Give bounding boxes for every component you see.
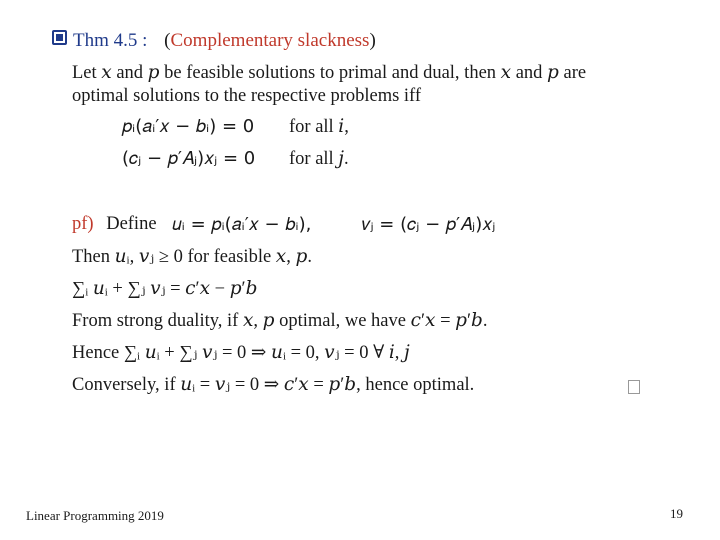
definition-u: 𝑢ᵢ = 𝑝ᵢ(𝑎ᵢ′𝑥 − 𝑏ᵢ), — [172, 214, 312, 235]
theorem-title: Complementary slackness — [170, 30, 370, 51]
page-number: 19 — [670, 506, 683, 521]
condition-2-tail: for all 𝑗. — [289, 149, 349, 169]
checkbox-bullet-icon — [52, 30, 67, 45]
footer-course: Linear Programming 2019 — [26, 508, 164, 523]
definition-v: 𝑣ⱼ = (𝑐ⱼ − 𝑝′𝐴ⱼ)𝑥ⱼ — [362, 214, 496, 235]
theorem-label: Thm 4.5 : — [73, 30, 148, 51]
placeholder-box-icon — [628, 380, 640, 394]
proof-strong-duality-line: From strong duality, if 𝑥, 𝑝 optimal, we have 𝑐′𝑥 = 𝑝′𝑏. — [72, 311, 488, 331]
theorem-line-2: optimal solutions to the respective problems iff — [72, 86, 422, 106]
theorem-title-close: ) — [369, 30, 376, 51]
theorem-line-1: Let 𝑥 and 𝑝 be feasible solutions to primal and dual, then 𝑥 and 𝑝 are — [72, 63, 587, 83]
proof-then-line: Then 𝑢ᵢ, 𝑣ⱼ ≥ 0 for feasible 𝑥, 𝑝. — [72, 247, 312, 267]
condition-1-formula: 𝑝ᵢ(𝑎ᵢ′𝑥 − 𝑏ᵢ) = 0 — [122, 116, 255, 137]
proof-sum-line: ∑ᵢ 𝑢ᵢ + ∑ⱼ 𝑣ⱼ = 𝑐′𝑥 − 𝑝′𝑏 — [72, 279, 258, 299]
proof-define-line — [72, 214, 157, 235]
define-word: Define — [106, 214, 157, 234]
theorem-title-open: ( — [164, 30, 171, 51]
proof-hence-line: Hence ∑ᵢ 𝑢ᵢ + ∑ⱼ 𝑣ⱼ = 0 ⇒ 𝑢ᵢ = 0, 𝑣ⱼ = 0 ∀ 𝑖, 𝑗 — [72, 343, 410, 363]
proof-conversely-line: Conversely, if 𝑢ᵢ = 𝑣ⱼ = 0 ⇒ 𝑐′𝑥 = 𝑝′𝑏, hence optimal. — [72, 375, 475, 395]
condition-2-formula: (𝑐ⱼ − 𝑝′𝐴ⱼ)𝑥ⱼ = 0 — [122, 148, 256, 169]
missing-glyph-box — [628, 380, 640, 399]
condition-1 — [122, 116, 254, 138]
condition-2 — [122, 148, 255, 170]
theorem-heading — [52, 30, 376, 52]
proof-label: pf) — [72, 214, 94, 234]
condition-1-tail: for all 𝑖, — [289, 117, 349, 137]
